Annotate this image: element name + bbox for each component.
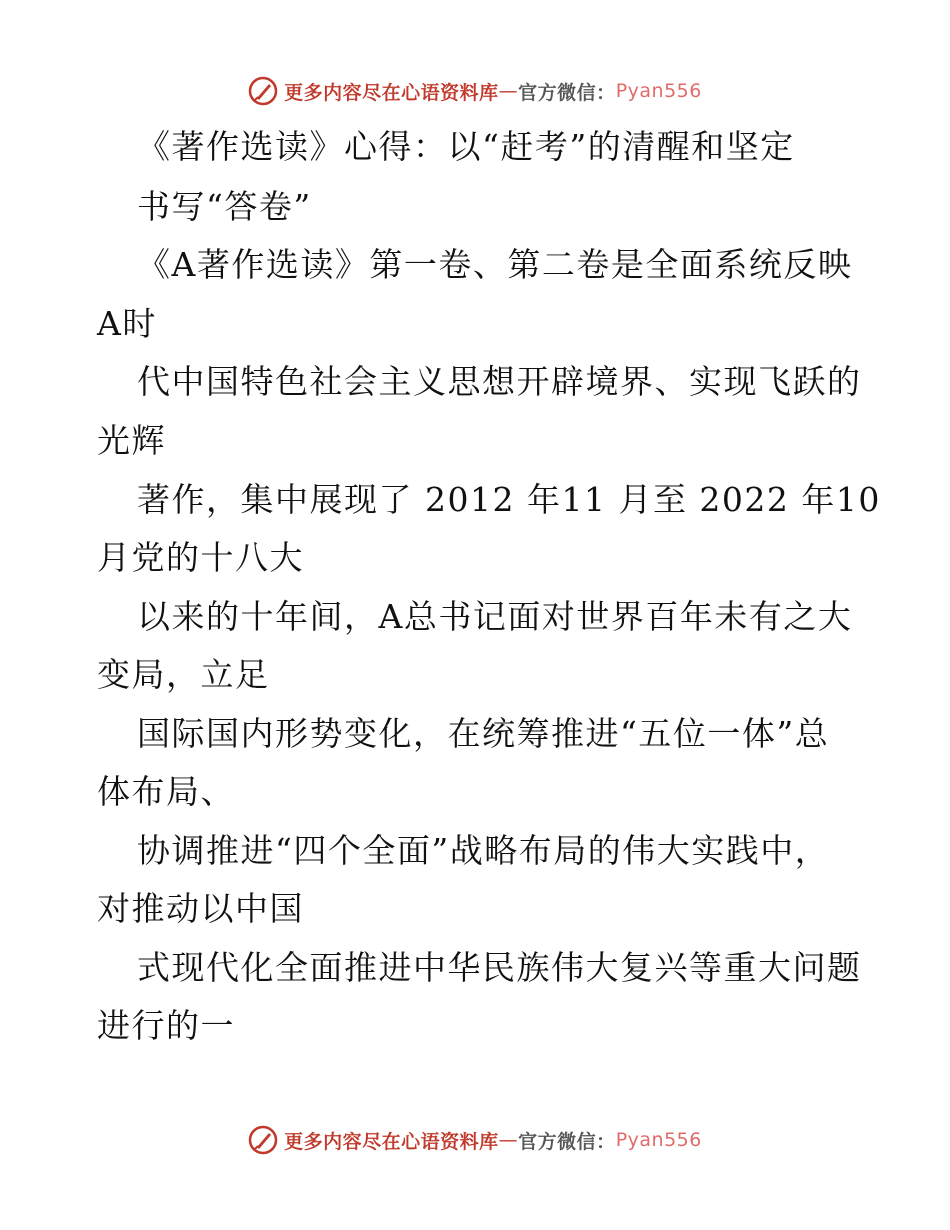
watermark-label: 官方微信： xyxy=(518,81,616,104)
header-watermark xyxy=(0,71,950,111)
text-line: 对推动以中国 xyxy=(97,889,304,928)
text-line: 变局，立足 xyxy=(97,655,270,694)
text-line: 协调推进“四个全面”战略布局的伟大实践中， xyxy=(137,831,830,870)
text-line: 代中国特色社会主义思想开辟境界、实现飞跃的 xyxy=(137,362,862,401)
watermark-separator: — xyxy=(498,80,519,102)
text-line: 体布局、 xyxy=(97,772,235,811)
watermark-site: 更多内容尽在心语资料库 xyxy=(284,1130,499,1153)
text-line: 国际国内形势变化，在统筹推进“五位一体”总 xyxy=(137,714,830,753)
text-line: 以来的十年间，A总书记面对世界百年未有之大 xyxy=(137,597,853,636)
feather-pen-logo-icon xyxy=(248,1125,278,1155)
text-line: 光辉 xyxy=(97,421,166,460)
watermark-id: Pyan556 xyxy=(615,80,702,102)
feather-pen-logo-icon xyxy=(248,76,278,106)
text-line: 著作，集中展现了 2012 年11 月至 2022 年10 xyxy=(137,480,881,519)
text-line: 式现代化全面推进中华民族伟大复兴等重大问题 xyxy=(137,948,862,987)
watermark-site: 更多内容尽在心语资料库 xyxy=(284,81,499,104)
watermark-label: 官方微信： xyxy=(518,1130,616,1153)
text-line: 书写“答卷” xyxy=(137,187,312,226)
watermark-id: Pyan556 xyxy=(615,1129,702,1151)
text-line: 《著作选读》心得：以“赶考”的清醒和坚定 xyxy=(137,127,795,166)
text-line: 进行的一 xyxy=(97,1006,235,1045)
text-line: 月党的十八大 xyxy=(97,538,304,577)
text-line: A时 xyxy=(97,304,157,343)
text-line: 《A著作选读》第一卷、第二卷是全面系统反映 xyxy=(137,245,853,284)
watermark-separator: — xyxy=(498,1129,519,1151)
footer-watermark xyxy=(0,1120,950,1160)
